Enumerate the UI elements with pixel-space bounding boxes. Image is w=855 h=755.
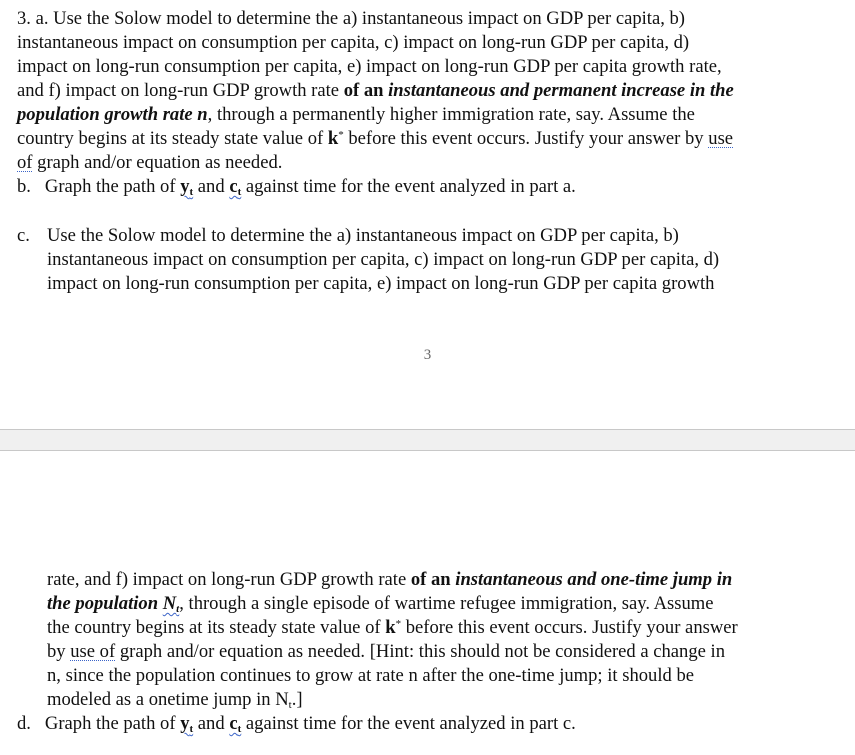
k-symbol: k [327, 128, 339, 149]
c-symbol: $c_t$ [229, 713, 242, 735]
q3c-line-3: impact on long-run consumption per capita, e) impact on long-run GDP per capita growth [47, 273, 715, 294]
text: before this event occurs. Justify your answer [401, 617, 738, 638]
question-3b [17, 175, 576, 199]
q3c-line-2: instantaneous impact on consumption per capita, c) impact on long-run GDP per capita, d) [47, 249, 720, 270]
text: against time for the event analyzed in part a. [241, 176, 576, 197]
text: Graph the path of [44, 713, 181, 734]
bold-text: of an [343, 80, 389, 101]
text: modeled as a onetime jump in N [47, 689, 289, 710]
text: .] [291, 689, 303, 710]
q3c-line-9 [47, 688, 303, 712]
page-break-gap [0, 429, 855, 451]
q3a-line-3: impact on long-run consumption per capita, e) impact on long-run GDP per capita growth rate, [17, 56, 722, 77]
text: graph and/or equation as needed. [Hint: this should not be considered a change in [115, 641, 725, 662]
text: and [193, 176, 230, 197]
star-superscript: * [395, 618, 402, 630]
text: rate, and f) impact on long-run GDP growth rate [47, 569, 411, 590]
question-3d [17, 712, 576, 736]
c-symbol: $c_t$ [229, 176, 242, 198]
text: and f) impact on long-run GDP growth rate [17, 80, 344, 101]
text: , through a single episode of wartime refugee immigration, say. Assume [179, 593, 714, 614]
text: before this event occurs. Justify your answer by [343, 128, 709, 149]
y-symbol: $y_t$ [180, 713, 194, 735]
q3c-line-1: Use the Solow model to determine the a) instantaneous impact on GDP per capita, b) [47, 225, 679, 246]
text: country begins at its steady state value of [17, 128, 328, 149]
star-superscript: * [338, 129, 344, 141]
y-symbol: $y_t$ [180, 176, 194, 198]
bold-italic-text: the population [47, 593, 163, 614]
text: by [47, 641, 71, 662]
page-number: 3 [423, 347, 432, 363]
use-word: use [708, 128, 734, 149]
q3c-line-8: n, since the population continues to grow at rate n after the one-time jump; it should be [47, 665, 695, 686]
bold-italic-text: population growth rate n [17, 104, 208, 125]
t-subscript: t [288, 699, 292, 711]
text: , through a permanently higher immigration rate, say. Assume the [207, 104, 695, 125]
q3c-line-5 [47, 592, 714, 616]
N-symbol: $N_t$ [162, 593, 180, 615]
q3c-line-6 [47, 616, 738, 640]
text: Graph the path of [44, 176, 181, 197]
text: graph and/or equation as needed. [32, 152, 283, 173]
q3a-line-4 [17, 79, 734, 103]
bold-italic-text: instantaneous and one-time jump in [455, 569, 733, 590]
text: against time for the event analyzed in part c. [241, 713, 576, 734]
part-d-label: d. [17, 713, 31, 734]
part-b-label: b. [17, 176, 31, 197]
q3c-line-4 [47, 568, 732, 592]
text: and [193, 713, 230, 734]
part-c-label: c. [17, 225, 30, 246]
text: the country begins at its steady state value of [47, 617, 386, 638]
k-symbol: k [385, 617, 396, 638]
q3a-line-6 [17, 127, 733, 151]
q3a-line-5 [17, 103, 695, 127]
use-of-words: use of [70, 641, 116, 662]
bold-italic-text: instantaneous and permanent increase in the [388, 80, 734, 101]
q3a-line-1: 3. a. Use the Solow model to determine the a) instantaneous impact on GDP per capita, b) [17, 8, 685, 29]
of-word: of [17, 152, 33, 173]
q3c-line-7 [47, 640, 725, 664]
bold-text: of an [410, 569, 456, 590]
q3a-line-7 [17, 151, 282, 175]
q3a-line-2: instantaneous impact on consumption per capita, c) impact on long-run GDP per capita, d) [17, 32, 690, 53]
